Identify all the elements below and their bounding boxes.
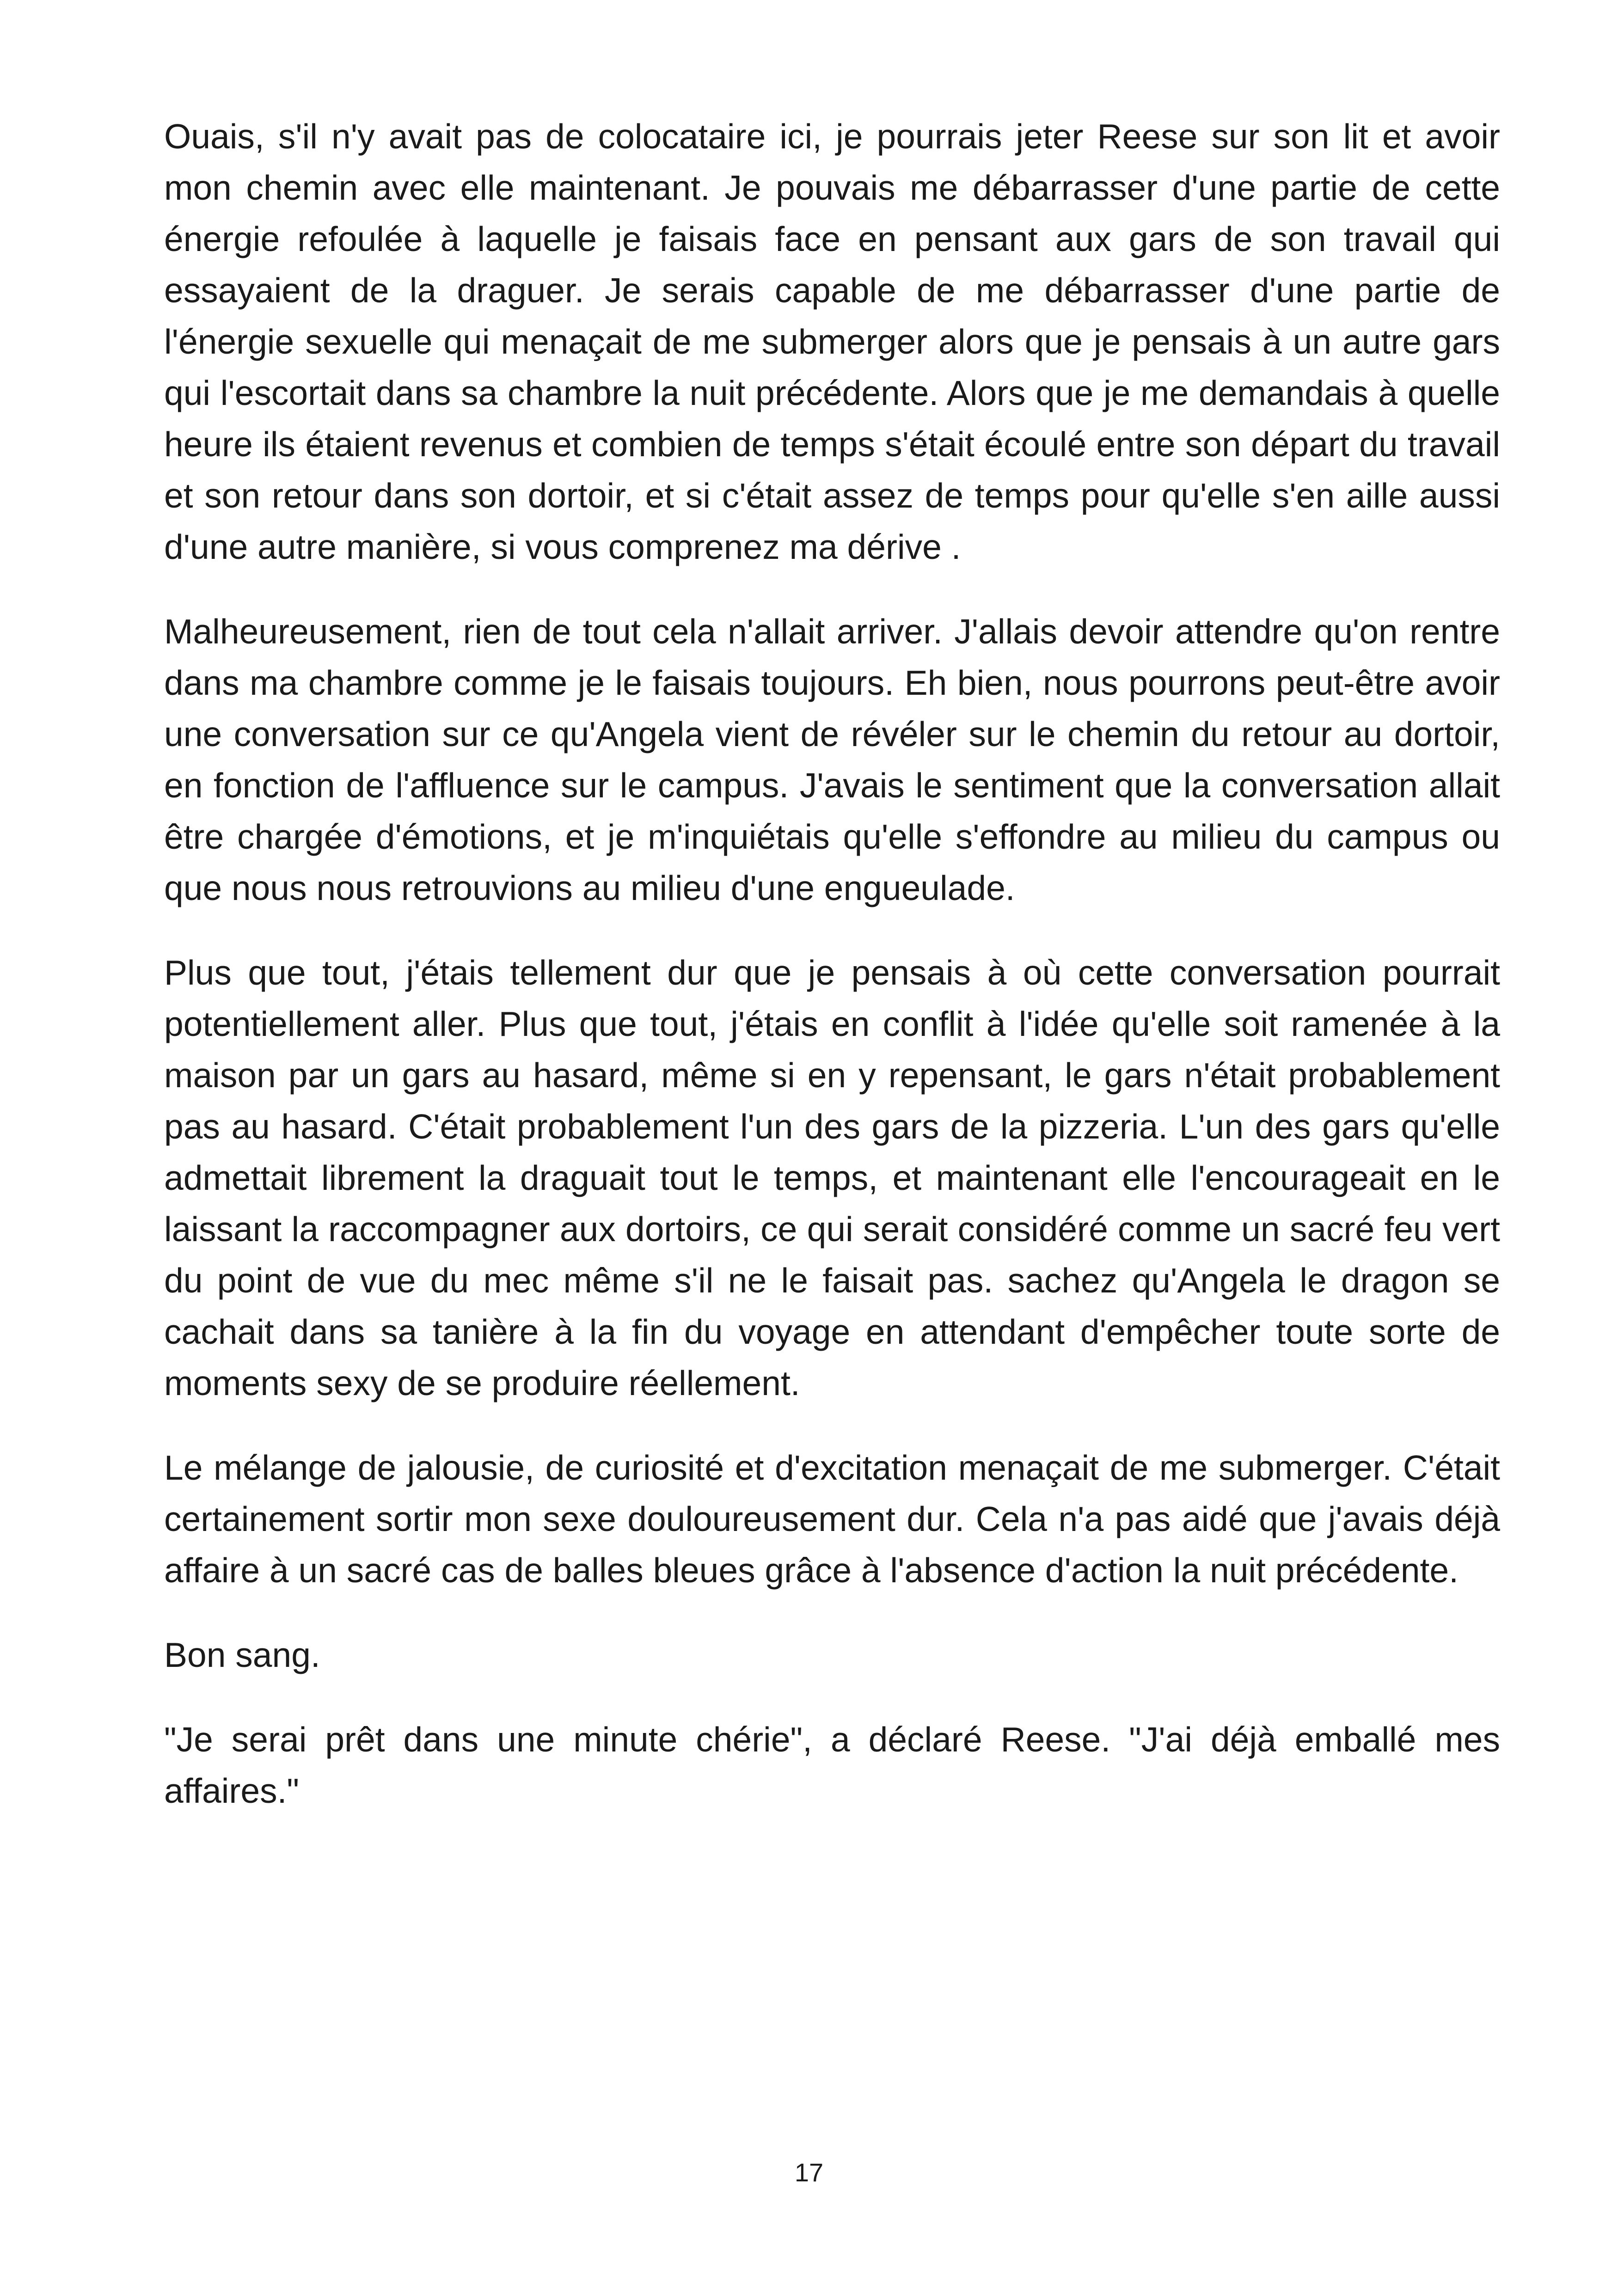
page-number: 17: [794, 2158, 824, 2187]
paragraph-3: Plus que tout, j'étais tellement dur que je pensais à où cette conversation pourrait potentiellement aller. Plus que tout, j'étais en conflit à l'idée qu'elle soit ramenée à la maison par un gars au hasard, même si en y repensant, le gars n'était probablement pas au hasard. C'était probablement l'un des gars de la pizzeria. L'un des gars qu'elle admettait librement la draguait tout le temps, et maintenant elle l'encourageait en le laissant la raccompagner aux dortoirs, ce qui serait considéré comme un sacré feu vert du point de vue du mec même s'il ne le faisait pas. sachez qu'Angela le dragon se cachait dans sa tanière à la fin du voyage en attendant d'empêcher toute sorte de moments sexy de se produire réellement.: [164, 953, 1500, 1402]
paragraph-5: Bon sang.: [164, 1635, 320, 1674]
paragraph-6: "Je serai prêt dans une minute chérie", a déclaré Reese. "J'ai déjà emballé mes affaires.": [164, 1720, 1500, 1810]
paragraph-4: Le mélange de jalousie, de curiosité et d'excitation menaçait de me submerger. C'était certainement sortir mon sexe douloureusement dur. Cela n'a pas aidé que j'avais déjà affaire à un sacré cas de balles bleues grâce à l'absence d'action la nuit précédente.: [164, 1448, 1500, 1590]
paragraph-2: Malheureusement, rien de tout cela n'allait arriver. J'allais devoir attendre qu'on rentre dans ma chambre comme je le faisais toujours. Eh bien, nous pourrons peut-être avoir une conversation sur ce qu'Angela vient de révéler sur le chemin du retour au dortoir, en fonction de l'affluence sur le campus. J'avais le sentiment que la conversation allait être chargée d'émotions, et je m'inquiétais qu'elle s'effondre au milieu du campus ou que nous nous retrouvions au milieu d'une engueulade.: [164, 612, 1500, 907]
body-text: [164, 111, 1500, 1850]
paragraph-1: Ouais, s'il n'y avait pas de colocataire ici, je pourrais jeter Reese sur son lit et avoir mon chemin avec elle maintenant. Je pouvais me débarrasser d'une partie de cette énergie refoulée à laquelle je faisais face en pensant aux gars de son travail qui essayaient de la draguer. Je serais capable de me débarrasser d'une partie de l'énergie sexuelle qui menaçait de me submerger alors que je pensais à un autre gars qui l'escortait dans sa chambre la nuit précédente. Alors que je me demandais à quelle heure ils étaient revenus et combien de temps s'était écoulé entre son départ du travail et son retour dans son dortoir, et si c'était assez de temps pour qu'elle s'en aille aussi d'une autre manière, si vous comprenez ma dérive .: [164, 117, 1500, 566]
